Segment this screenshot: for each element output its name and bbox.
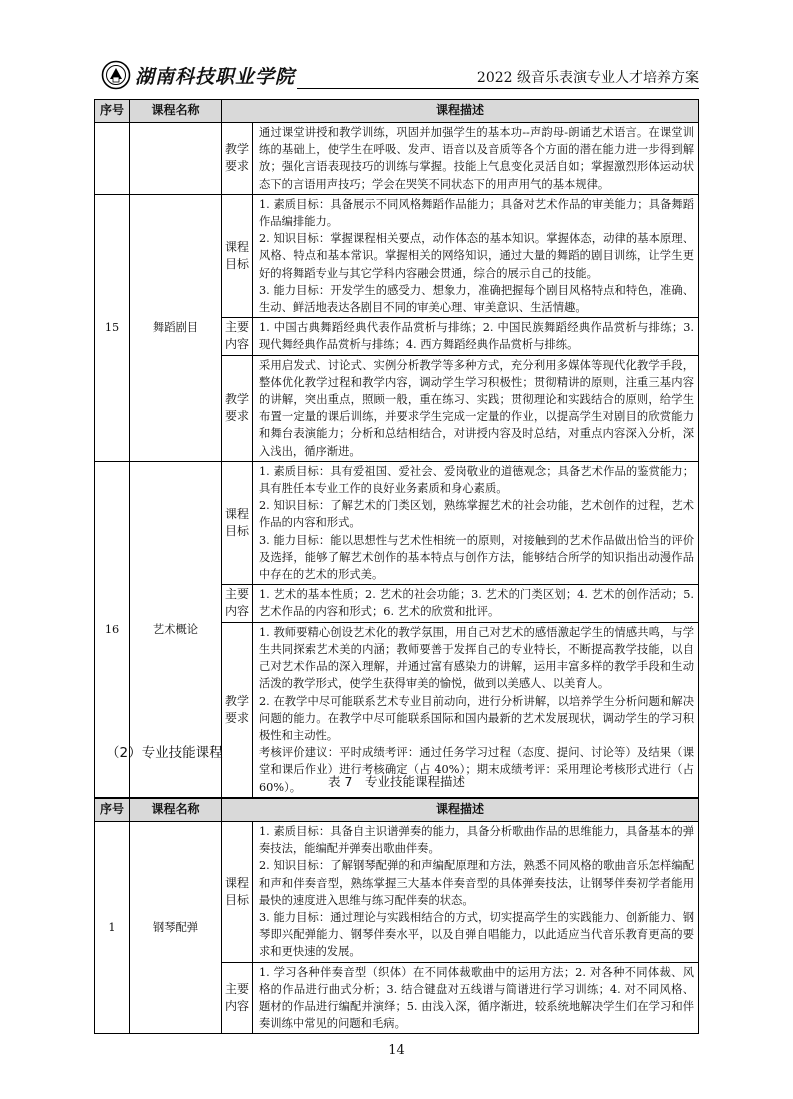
row-category: 主要 内容 <box>222 318 253 355</box>
course-number: 16 <box>95 461 130 797</box>
description-paragraph: 1. 素质目标：具备展示不同风格舞蹈作品能力；具备对艺术作品的审美能力；具备舞蹈作品编排能力。 <box>259 197 695 229</box>
row-description <box>253 822 699 963</box>
description-paragraph: 1. 艺术的基本性质；2. 艺术的社会功能；3. 艺术的门类区划；4. 艺术的创作活动；5. 艺术作品的内容和形式；6. 艺术的欣赏和批评。 <box>259 588 695 619</box>
table-row <box>95 194 699 317</box>
description-paragraph: 1. 学习各种伴奏音型（织体）在不同体裁歌曲中的运用方法；2. 对各种不同体裁、风格的作品进行曲式分析；3. 结合键盘对五线谱与简谱进行学习训练；4. 对不同风格、题材的作品进行编配并演绎；5. 由浅入深，循序渐进，较系统地解决学生们在学习和伴奏训练中常见的问题和毛病。 <box>259 965 695 1031</box>
header-desc: 课程描述 <box>222 100 699 123</box>
description-paragraph: 考核评价建议：平时成绩考评：通过任务学习过程（态度、提问、讨论等）及结果（课堂和课后作业）进行考核确定（占 40%）；期末成绩考评：采用理论考核形式进行（占 60%）。 <box>259 746 695 794</box>
header-num: 序号 <box>95 100 130 123</box>
skills-course-table <box>94 798 699 1034</box>
description-paragraph: 3. 能力目标：开发学生的感受力、想象力，准确把握每个剧目风格特点和特色，准确、生动、鲜活地表达各剧目不同的审美心理、审美意识、生活情趣。 <box>259 283 695 315</box>
description-paragraph: 2. 知识目标：了解艺术的门类区划，熟练掌握艺术的社会功能，艺术创作的过程，艺术作品的内容和形式。 <box>259 499 695 530</box>
course-name: 艺术概论 <box>130 461 222 797</box>
course-name: 钢琴配弹 <box>130 822 222 1034</box>
table-row <box>95 822 699 963</box>
row-category: 主要 内容 <box>222 962 253 1034</box>
description-paragraph: 3. 能力目标：通过理论与实践相结合的方式，切实提高学生的实践能力、创新能力、钢琴即兴配弹能力、钢琴伴奏水平，以及自弹自唱能力，以此适应当代音乐教育更高的要求和更快速的发展。 <box>259 911 695 959</box>
description-paragraph: 1. 素质目标：具有爱祖国、爱社会、爱岗敬业的道德观念；具备艺术作品的鉴赏能力；具有胜任本专业工作的良好业务素质和身心素质。 <box>259 464 695 496</box>
course-name: 舞蹈剧目 <box>130 194 222 461</box>
description-paragraph: 2. 知识目标：了解钢琴配弹的和声编配原理和方法，熟悉不同风格的歌曲音乐怎样编配和声和伴奏音型，熟练掌握三大基本伴奏音型的具体弹奏技法，让钢琴伴奏初学者能用最快的速度进入思维与练习配伴奏的状态。 <box>259 859 695 907</box>
row-category: 教学 要求 <box>222 123 253 195</box>
header-name: 课程名称 <box>130 799 222 822</box>
row-description <box>253 318 699 355</box>
description-paragraph: 3. 能力目标：能以思想性与艺术性相统一的原则，对接触到的艺术作品做出恰当的评价及选择，能够了解艺术创作的基本特点与创作方法，能够结合所学的知识指出动漫作品中存在的艺术的形式美。 <box>259 533 695 582</box>
description-paragraph: 采用启发式、讨论式、实例分析教学等多种方式，充分利用多媒体等现代化教学手段，整体优化教学过程和教学内容，调动学生学习积极性；贯彻精讲的原则，注重三基内容的讲解，突出重点，照顾一般，重在练习、实践；贯彻理论和实践结合的原则，给学生布置一定量的课后训练，并要求学生完成一定量的作业，以提高学生对剧目的欣赏能力和舞台表演能力；分析和总结相结合，对讲授内容及时总结，对重点内容深入分析，深入浅出，循序渐进。 <box>259 358 695 458</box>
row-category: 课程 目标 <box>222 461 253 584</box>
description-paragraph: 1. 中国古典舞蹈经典代表作品赏析与排练；2. 中国民族舞蹈经典作品赏析与排练；3. 现代舞经典作品赏析与排练；4. 西方舞蹈经典作品赏析与排练。 <box>259 321 695 352</box>
row-description: 通过课堂讲授和教学训练，巩固并加强学生的基本功--声韵母-朗诵艺术语言。在课堂训练的基础上，使学生在呼吸、发声、语音以及音质等各个方面的潜在能力进一步得到解放；强化言语表现技巧的训练与掌握。技能上气息变化灵活自如；掌握激烈形体运动状态下的言语用声技巧；学会在哭笑不同状态下的用声用气的基本规律。 <box>253 123 699 195</box>
row-category: 主要 内容 <box>222 585 253 622</box>
header-rule <box>297 88 699 89</box>
row-category: 教学 要求 <box>222 355 253 461</box>
row-description <box>253 962 699 1034</box>
page-number: 14 <box>388 1043 405 1058</box>
document-title: 2022 级音乐表演专业人才培养方案 <box>476 70 699 86</box>
description-paragraph: 1. 教师要精心创设艺术化的教学氛围，用自己对艺术的感悟激起学生的情感共鸣，与学生共同探索艺术美的内涵；教师要善于发挥自己的专业特长，不断提高教学技能，以自己对艺术作品的深入理解，并通过富有感染力的讲解，运用丰富多样的教学手段和生动活泼的教学形式，使学生获得审美的愉悦，做到以美感人、以美育人。 <box>259 625 695 691</box>
table-header-row <box>95 100 699 123</box>
course-table-continued <box>94 99 699 798</box>
header-name: 课程名称 <box>130 100 222 123</box>
row-category: 课程 目标 <box>222 194 253 317</box>
table-row <box>95 461 699 584</box>
description-paragraph: 1. 素质目标：具备自主识谱弹奏的能力，具备分析歌曲作品的思维能力，具备基本的弹奏技法，能编配并弹奏出歌曲伴奏。 <box>259 825 695 856</box>
row-category: 教学 要求 <box>222 622 253 797</box>
course-number: 1 <box>95 822 130 1034</box>
section-heading: （2）专业技能课程 <box>106 745 223 761</box>
page-header <box>101 58 699 94</box>
row-description <box>253 461 699 584</box>
header-num: 序号 <box>95 799 130 822</box>
row-category: 课程 目标 <box>222 822 253 963</box>
description-paragraph: 2. 在教学中尽可能联系艺术专业目前动向，进行分析讲解，以培养学生分析问题和解决问题的能力。在教学中尽可能联系国际和国内最新的艺术发展现状，调动学生的学习积极性和主动性。 <box>259 694 695 742</box>
course-number: 15 <box>95 194 130 461</box>
table-caption: 表 7 专业技能课程描述 <box>328 774 465 789</box>
row-description <box>253 622 699 797</box>
row-description <box>253 194 699 317</box>
table-row <box>95 123 699 195</box>
row-description <box>253 585 699 622</box>
row-description <box>253 355 699 461</box>
school-name-logo: 湖南科技职业学院 <box>135 66 296 88</box>
school-emblem-icon <box>101 60 131 90</box>
table-header-row <box>95 799 699 822</box>
description-paragraph: 2. 知识目标：掌握课程相关要点，动作体态的基本知识。掌握体态，动律的基本原理、风格、特点和基本常识。掌握相关的网络知识，通过大量的舞蹈的剧目训练，让学生更好的将舞蹈专业与其它学科内容融会贯通，综合的展示自己的技能。 <box>259 232 695 280</box>
header-desc: 课程描述 <box>222 799 699 822</box>
